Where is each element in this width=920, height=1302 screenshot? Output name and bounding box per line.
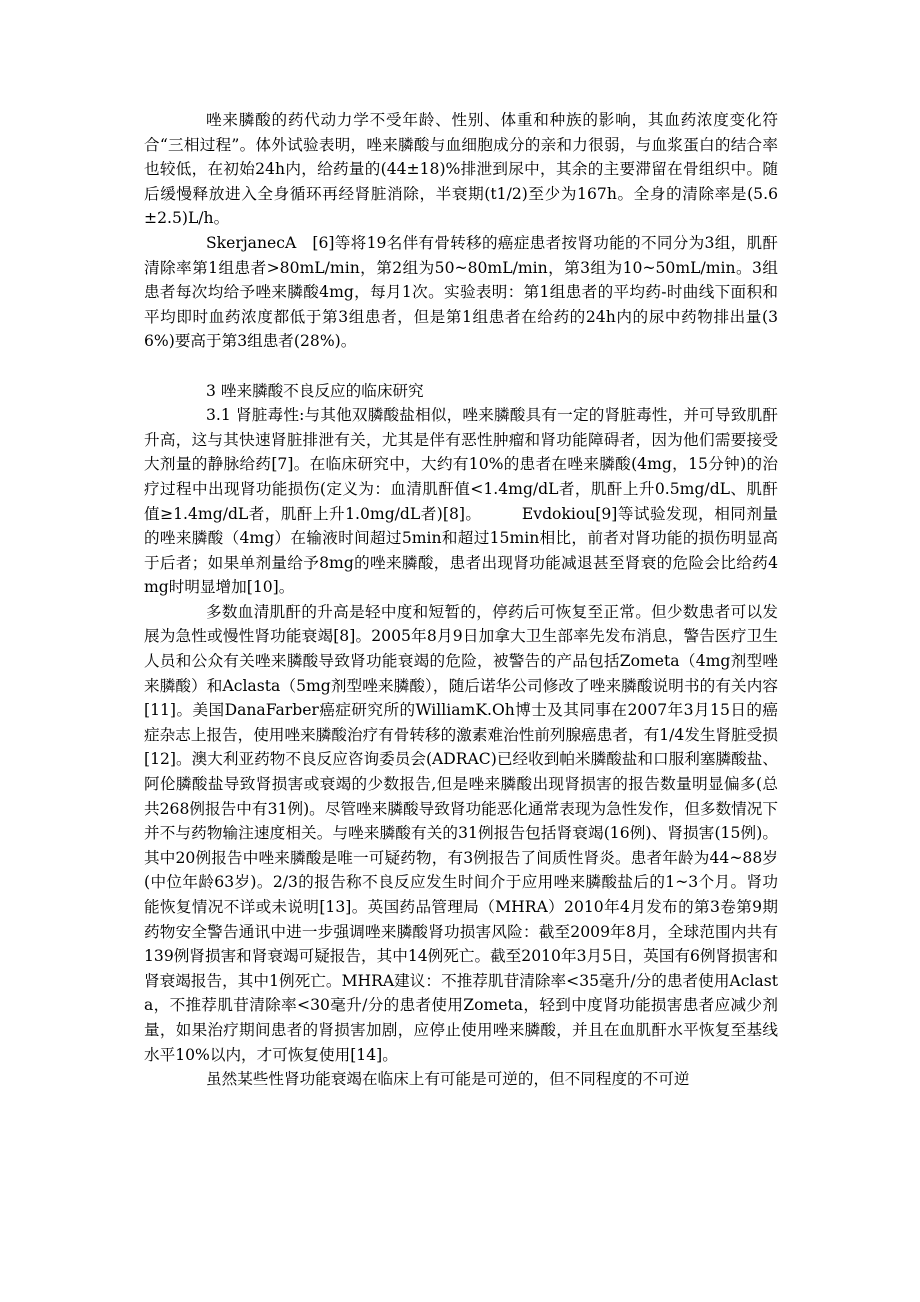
paragraph-creatinine-reports: 多数血清肌酐的升高是轻中度和短暂的，停药后可恢复至正常。但少数患者可以发展为急性或慢性肾功能衰竭[8]。2005年8月9日加拿大卫生部率先发布消息，警告医疗卫生人员和公众有关唑来膦酸导致肾功能衰竭的危险，被警告的产品包括Zometa（4mg剂型唑来膦酸）和Aclasta（5mg剂型唑来膦酸），随后诺华公司修改了唑来膦酸说明书的有关内容[11]。美国DanaFarber癌症研究所的WilliamK.Oh博士及其同事在2007年3月15日的癌症杂志上报告，使用唑来膦酸治疗有骨转移的激素难治性前列腺癌患者，有1/4发生肾脏受损[12]。澳大利亚药物不良反应咨询委员会(ADRAC)已经收到帕米膦酸盐和口服利塞膦酸盐、阿伦膦酸盐导致肾损害或衰竭的少数报告,但是唑来膦酸出现肾损害的报告数量明显偏多(总共268例报告中有31例)。尽管唑来膦酸导致肾功能恶化通常表现为急性发作，但多数情况下并不与药物输注速度相关。与唑来膦酸有关的31例报告包括肾衰竭(16例)、肾损害(15例)。其中20例报告中唑来膦酸是唯一可疑药物，有3例报告了间质性肾炎。患者年龄为44~88岁(中位年龄63岁)。2/3的报告称不良反应发生时间介于应用唑来膦酸盐后的1~3个月。肾功能恢复情况不详或未说明[13]。英国药品管理局（MHRA）2010年4月发布的第3卷第9期药物安全警告通讯中进一步强调唑来膦酸肾功损害风险：截至2009年8月，全球范围内共有139例肾损害和肾衰竭可疑报告，其中14例死亡。截至2010年3月5日，英国有6例肾损害和肾衰竭报告，其中1例死亡。MHRA建议：不推荐肌苷清除率<35毫升/分的患者使用Aclasta，不推荐肌苷清除率<30毫升/分的患者使用Zometa，轻到中度肾功能损害患者应减少剂量，如果治疗期间患者的肾损害加剧，应停止使用唑来膦酸，并且在血肌酐水平恢复至基线水平10%以内，才可恢复使用[14]。 xyxy=(144,602,778,1064)
paragraph-pharmacokinetics: 唑来膦酸的药代动力学不受年龄、性别、体重和种族的影响，其血药浓度变化符合“三相过程”。体外试验表明，唑来膦酸与血细胞成分的亲和力很弱，与血浆蛋白的结合率也较低，在初始24h内，给药量的(44±18)%排泄到尿中，其余的主要滞留在骨组织中。随后缓慢释放进入全身循环再经肾脏消除，半衰期(t1/2)至少为167h。全身的清除率是(5.6±2.5)L/h。 xyxy=(144,111,778,228)
document-body xyxy=(144,108,778,1092)
section-heading: 3 唑来膦酸不良反应的临床研究 xyxy=(206,381,424,400)
paragraph-continuation: 虽然某些性肾功能衰竭在临床上有可能是可逆的，但不同程度的不可逆 xyxy=(206,1070,690,1089)
paragraph-skerjanec-study: SkerjanecA [6]等将19名伴有骨转移的癌症患者按肾功能的不同分为3组，肌酐清除率第1组患者>80mL/min，第2组为50~80mL/min，第3组为10~50mL/min。3组患者每次均给予唑来膦酸4mg，每月1次。实验表明：第1组患者的平均药-时曲线下面积和平均即时血药浓度都低于第3组患者，但是第1组患者在给药的24h内的尿中药物排出量(36%)要高于第3组患者(28%)。 xyxy=(144,233,778,351)
paragraph-renal-toxicity: 3.1 肾脏毒性:与其他双膦酸盐相似，唑来膦酸具有一定的肾脏毒性，并可导致肌酐升高，这与其快速肾脏排泄有关，尤其是伴有恶性肿瘤和肾功能障碍者，因为他们需要接受大剂量的静脉给药[7]。在临床研究中，大约有10%的患者在唑来膦酸(4mg，15分钟)的治疗过程中出现肾功能损伤(定义为：血清肌酐值<1.4mg/dL者，肌酐上升0.5mg/dL、肌酐值≥1.4mg/dL者，肌酐上升1.0mg/dL者)[8]。 Evdokiou[9]等试验发现，相同剂量的唑来膦酸（4mg）在输液时间超过5min和超过15min相比，前者对肾功能的损伤明显高于后者；如果单剂量给予8mg的唑来膦酸，患者出现肾功能减退甚至肾衰的危险会比给药4mg时明显增加[10]。 xyxy=(144,406,778,597)
